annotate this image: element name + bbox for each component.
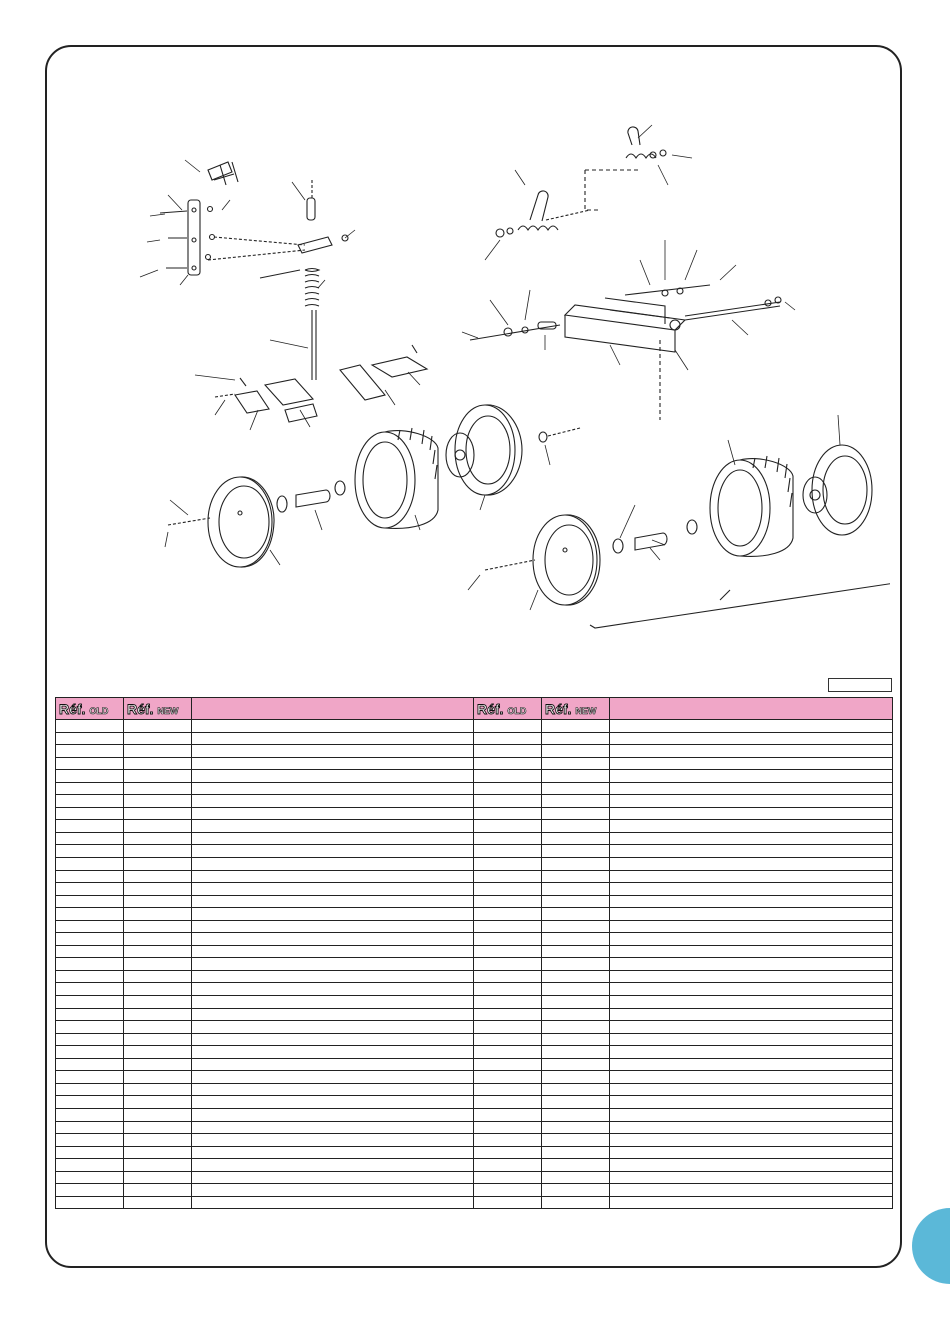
table-cell <box>56 1121 124 1134</box>
table-cell <box>124 1046 192 1059</box>
table-cell <box>474 745 542 758</box>
table-cell <box>192 895 474 908</box>
table-cell <box>56 970 124 983</box>
table-cell <box>56 1196 124 1209</box>
wheel-disc-hub <box>446 405 580 495</box>
table-cell <box>192 832 474 845</box>
table-cell <box>124 832 192 845</box>
table-cell <box>124 820 192 833</box>
table-row <box>56 1108 893 1121</box>
table-cell <box>124 1008 192 1021</box>
table-cell <box>610 720 893 733</box>
table-cell <box>542 1121 610 1134</box>
table-cell <box>56 795 124 808</box>
table-cell <box>542 757 610 770</box>
table-row <box>56 770 893 783</box>
table-row <box>56 1071 893 1084</box>
left-arm-assembly <box>215 345 427 422</box>
table-cell <box>192 1008 474 1021</box>
table-cell <box>124 1021 192 1034</box>
table-cell <box>124 757 192 770</box>
table-cell <box>192 958 474 971</box>
table-cell <box>192 757 474 770</box>
table-row <box>56 782 893 795</box>
table-row <box>56 908 893 921</box>
table-cell <box>56 832 124 845</box>
table-cell <box>610 820 893 833</box>
table-cell <box>124 1096 192 1109</box>
table-cell <box>56 1033 124 1046</box>
table-cell <box>542 1058 610 1071</box>
table-cell <box>610 1096 893 1109</box>
table-cell <box>192 1083 474 1096</box>
table-cell <box>192 807 474 820</box>
table-cell <box>474 920 542 933</box>
table-row <box>56 895 893 908</box>
table-cell <box>474 933 542 946</box>
table-cell <box>610 1184 893 1197</box>
table-row <box>56 845 893 858</box>
table-cell <box>124 1184 192 1197</box>
table-cell <box>610 770 893 783</box>
table-cell <box>610 1046 893 1059</box>
table-cell <box>56 1159 124 1172</box>
table-row <box>56 983 893 996</box>
table-cell <box>192 920 474 933</box>
parts-table <box>55 697 893 1209</box>
table-cell <box>610 1033 893 1046</box>
table-cell <box>56 1083 124 1096</box>
table-cell <box>192 795 474 808</box>
table-cell <box>192 1121 474 1134</box>
table-cell <box>542 1008 610 1021</box>
table-cell <box>542 895 610 908</box>
leader-lines <box>140 125 840 610</box>
table-cell <box>542 1159 610 1172</box>
table-cell <box>610 832 893 845</box>
table-cell <box>192 782 474 795</box>
table-cell <box>474 908 542 921</box>
table-cell <box>192 933 474 946</box>
table-cell <box>56 908 124 921</box>
table-cell <box>56 1108 124 1121</box>
table-cell <box>56 1046 124 1059</box>
table-cell <box>56 820 124 833</box>
table-cell <box>56 983 124 996</box>
table-cell <box>610 1171 893 1184</box>
table-row <box>56 870 893 883</box>
table-cell <box>56 1171 124 1184</box>
table-cell <box>542 745 610 758</box>
table-cell <box>542 820 610 833</box>
table-cell <box>124 945 192 958</box>
table-cell <box>124 883 192 896</box>
table-cell <box>56 945 124 958</box>
table-cell <box>610 732 893 745</box>
table-row <box>56 920 893 933</box>
table-row <box>56 1008 893 1021</box>
table-cell <box>124 1058 192 1071</box>
table-cell <box>192 945 474 958</box>
table-cell <box>124 1171 192 1184</box>
table-row <box>56 958 893 971</box>
reference-box <box>828 678 892 692</box>
table-row <box>56 795 893 808</box>
table-cell <box>124 1108 192 1121</box>
table-row <box>56 1033 893 1046</box>
table-cell <box>542 732 610 745</box>
table-cell <box>542 1146 610 1159</box>
table-cell <box>192 983 474 996</box>
table-cell <box>542 933 610 946</box>
table-cell <box>56 845 124 858</box>
table-cell <box>610 1146 893 1159</box>
table-row <box>56 745 893 758</box>
header-description-right <box>610 698 893 720</box>
table-row <box>56 820 893 833</box>
table-cell <box>192 1033 474 1046</box>
table-cell <box>610 1196 893 1209</box>
table-cell <box>474 958 542 971</box>
table-cell <box>124 1033 192 1046</box>
table-cell <box>474 1033 542 1046</box>
page-tab <box>912 1208 950 1284</box>
table-cell <box>474 1021 542 1034</box>
table-cell <box>192 858 474 871</box>
table-cell <box>124 795 192 808</box>
table-cell <box>124 983 192 996</box>
table-cell <box>542 858 610 871</box>
table-cell <box>610 807 893 820</box>
table-cell <box>474 895 542 908</box>
table-cell <box>124 720 192 733</box>
table-cell <box>474 1008 542 1021</box>
table-cell <box>124 895 192 908</box>
table-cell <box>474 732 542 745</box>
table-row <box>56 970 893 983</box>
table-cell <box>192 820 474 833</box>
table-cell <box>124 933 192 946</box>
table-header-row <box>56 698 893 720</box>
table-cell <box>474 1196 542 1209</box>
table-cell <box>542 920 610 933</box>
header-ref-new-left: Réf. NEW <box>124 698 192 720</box>
table-cell <box>610 1134 893 1147</box>
table-cell <box>56 1021 124 1034</box>
table-cell <box>610 1121 893 1134</box>
table-row <box>56 1159 893 1172</box>
table-cell <box>474 970 542 983</box>
table-row <box>56 945 893 958</box>
table-cell <box>56 1096 124 1109</box>
table-cell <box>610 920 893 933</box>
header-ref-old-right: Réf. OLD <box>474 698 542 720</box>
table-row <box>56 1171 893 1184</box>
table-cell <box>124 908 192 921</box>
left-wheel-set <box>168 428 438 567</box>
table-cell <box>474 1071 542 1084</box>
table-cell <box>542 1171 610 1184</box>
table-row <box>56 996 893 1009</box>
table-cell <box>56 996 124 1009</box>
table-row <box>56 807 893 820</box>
table-cell <box>474 983 542 996</box>
table-cell <box>610 757 893 770</box>
table-cell <box>474 1171 542 1184</box>
table-row <box>56 1146 893 1159</box>
table-row <box>56 832 893 845</box>
right-wheel-set <box>485 445 890 628</box>
table-cell <box>474 720 542 733</box>
header-ref-new-right: Réf. NEW <box>542 698 610 720</box>
header-description-left <box>192 698 474 720</box>
table-cell <box>56 870 124 883</box>
table-cell <box>542 1184 610 1197</box>
table-cell <box>56 720 124 733</box>
table-cell <box>124 807 192 820</box>
table-cell <box>124 1121 192 1134</box>
table-cell <box>542 807 610 820</box>
table-cell <box>474 1146 542 1159</box>
table-row <box>56 732 893 745</box>
table-cell <box>542 908 610 921</box>
table-cell <box>542 832 610 845</box>
table-row <box>56 1096 893 1109</box>
exploded-parts-diagram <box>60 70 890 670</box>
table-cell <box>56 745 124 758</box>
table-cell <box>192 1159 474 1172</box>
table-cell <box>542 720 610 733</box>
table-cell <box>542 1071 610 1084</box>
table-cell <box>192 1146 474 1159</box>
table-cell <box>610 970 893 983</box>
bracket-plate <box>160 162 305 275</box>
table-cell <box>474 1083 542 1096</box>
table-row <box>56 858 893 871</box>
table-cell <box>192 1196 474 1209</box>
table-cell <box>474 945 542 958</box>
table-cell <box>474 1096 542 1109</box>
table-cell <box>192 1171 474 1184</box>
table-cell <box>124 958 192 971</box>
table-cell <box>56 1146 124 1159</box>
table-cell <box>610 870 893 883</box>
table-cell <box>542 845 610 858</box>
table-row <box>56 1021 893 1034</box>
table-cell <box>542 1033 610 1046</box>
table-cell <box>610 1008 893 1021</box>
table-cell <box>192 870 474 883</box>
table-cell <box>610 933 893 946</box>
table-cell <box>192 1134 474 1147</box>
table-row <box>56 883 893 896</box>
table-cell <box>474 883 542 896</box>
table-cell <box>610 1071 893 1084</box>
table-cell <box>610 908 893 921</box>
table-row <box>56 1058 893 1071</box>
table-cell <box>542 883 610 896</box>
table-cell <box>192 1108 474 1121</box>
table-cell <box>56 895 124 908</box>
table-cell <box>542 970 610 983</box>
table-cell <box>610 983 893 996</box>
table-cell <box>474 782 542 795</box>
table-cell <box>542 870 610 883</box>
table-cell <box>610 895 893 908</box>
table-cell <box>542 1021 610 1034</box>
table-cell <box>192 996 474 1009</box>
table-cell <box>192 1058 474 1071</box>
table-cell <box>474 1159 542 1172</box>
table-cell <box>124 970 192 983</box>
table-cell <box>474 870 542 883</box>
table-cell <box>474 770 542 783</box>
table-row <box>56 1134 893 1147</box>
table-cell <box>56 883 124 896</box>
table-cell <box>542 1096 610 1109</box>
table-cell <box>474 795 542 808</box>
table-cell <box>124 1134 192 1147</box>
table-row <box>56 1121 893 1134</box>
table-cell <box>56 757 124 770</box>
table-cell <box>542 770 610 783</box>
table-cell <box>56 1071 124 1084</box>
table-cell <box>474 807 542 820</box>
table-cell <box>542 782 610 795</box>
table-cell <box>124 845 192 858</box>
table-cell <box>542 795 610 808</box>
table-cell <box>610 1159 893 1172</box>
header-ref-old-left: Réf. OLD <box>56 698 124 720</box>
table-cell <box>124 870 192 883</box>
table-row <box>56 1046 893 1059</box>
table-cell <box>124 858 192 871</box>
table-row <box>56 933 893 946</box>
table-row <box>56 1196 893 1209</box>
table-cell <box>610 883 893 896</box>
table-cell <box>56 807 124 820</box>
table-cell <box>610 782 893 795</box>
table-cell <box>56 770 124 783</box>
table-cell <box>542 1196 610 1209</box>
table-cell <box>542 1108 610 1121</box>
table-cell <box>124 1146 192 1159</box>
table-cell <box>192 1071 474 1084</box>
table-cell <box>474 1046 542 1059</box>
main-frame <box>470 285 781 420</box>
table-cell <box>56 858 124 871</box>
table-cell <box>192 845 474 858</box>
table-cell <box>192 908 474 921</box>
table-cell <box>192 1046 474 1059</box>
rod-spring-assembly <box>260 180 348 380</box>
table-row <box>56 1083 893 1096</box>
table-cell <box>474 1134 542 1147</box>
table-cell <box>610 845 893 858</box>
table-cell <box>610 1083 893 1096</box>
table-cell <box>56 1184 124 1197</box>
table-cell <box>124 920 192 933</box>
table-cell <box>124 745 192 758</box>
table-cell <box>56 933 124 946</box>
table-cell <box>542 958 610 971</box>
table-cell <box>542 945 610 958</box>
table-cell <box>542 1046 610 1059</box>
table-cell <box>124 996 192 1009</box>
table-cell <box>124 1071 192 1084</box>
table-cell <box>474 820 542 833</box>
table-cell <box>56 1058 124 1071</box>
table-cell <box>474 1108 542 1121</box>
table-cell <box>192 745 474 758</box>
table-cell <box>192 732 474 745</box>
table-cell <box>192 720 474 733</box>
torsion-spring-assembly <box>496 127 666 237</box>
table-cell <box>542 1134 610 1147</box>
table-cell <box>610 795 893 808</box>
table-cell <box>542 983 610 996</box>
table-cell <box>474 1121 542 1134</box>
table-cell <box>542 1083 610 1096</box>
table-row <box>56 1184 893 1197</box>
table-cell <box>192 770 474 783</box>
table-cell <box>56 920 124 933</box>
parts-table-body <box>56 720 893 1209</box>
table-cell <box>610 1021 893 1034</box>
table-cell <box>56 732 124 745</box>
table-cell <box>610 858 893 871</box>
table-row <box>56 720 893 733</box>
table-cell <box>610 1108 893 1121</box>
table-cell <box>192 1021 474 1034</box>
table-cell <box>474 832 542 845</box>
table-cell <box>610 996 893 1009</box>
table-cell <box>610 745 893 758</box>
table-cell <box>610 1058 893 1071</box>
table-cell <box>474 996 542 1009</box>
table-cell <box>56 1008 124 1021</box>
table-cell <box>192 1096 474 1109</box>
table-cell <box>474 1058 542 1071</box>
table-cell <box>124 1196 192 1209</box>
table-cell <box>56 1134 124 1147</box>
table-cell <box>610 958 893 971</box>
table-row <box>56 757 893 770</box>
table-cell <box>124 1159 192 1172</box>
table-cell <box>610 945 893 958</box>
table-cell <box>474 845 542 858</box>
table-cell <box>192 970 474 983</box>
table-cell <box>192 883 474 896</box>
table-cell <box>124 732 192 745</box>
table-cell <box>56 958 124 971</box>
table-cell <box>124 770 192 783</box>
table-cell <box>474 858 542 871</box>
table-cell <box>124 1083 192 1096</box>
table-cell <box>474 1184 542 1197</box>
table-cell <box>542 996 610 1009</box>
table-cell <box>56 782 124 795</box>
table-cell <box>124 782 192 795</box>
table-cell <box>474 757 542 770</box>
table-cell <box>192 1184 474 1197</box>
